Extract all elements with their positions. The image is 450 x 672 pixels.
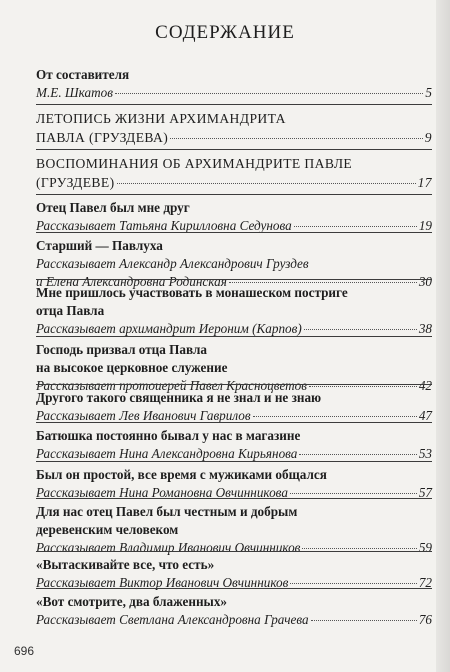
toc-entry-title-text: (ГРУЗДЕВЕ) xyxy=(36,175,115,190)
toc-entry xyxy=(36,66,432,102)
toc-page-number: 57 xyxy=(418,485,432,500)
toc-entry xyxy=(36,498,432,557)
toc-page-number: 5 xyxy=(425,85,432,100)
toc-page-number: 53 xyxy=(418,446,432,461)
toc-entry-title: Для нас отец Павел был честным и добрым xyxy=(36,504,298,519)
toc-entry-author-text: и Елена Александровна Родинская xyxy=(36,274,227,289)
toc-entry-author-text: Рассказывает Виктор Иванович Овчинников xyxy=(36,575,289,590)
toc-entry-author xyxy=(36,84,432,102)
dot-leader xyxy=(170,137,423,139)
toc-entry-title: «Вот смотрите, два блаженных» xyxy=(36,594,228,609)
toc-page-number: 72 xyxy=(418,575,432,590)
toc-entry-title-text: ПАВЛА (ГРУЗДЕВА) xyxy=(36,130,169,145)
dot-leader xyxy=(302,547,416,549)
page-edge xyxy=(436,0,450,672)
toc-entry-title: Батюшка постоянно бывал у нас в магазине xyxy=(36,428,301,443)
toc-entry-author-text: Рассказывает Лев Иванович Гаврилов xyxy=(36,408,251,423)
dot-leader xyxy=(253,415,417,417)
toc-entry-title: ЛЕТОПИСЬ ЖИЗНИ АРХИМАНДРИТА xyxy=(36,111,286,126)
toc-entry-title: Мне пришлось участвовать в монашеском постриге xyxy=(36,285,348,300)
toc-entry xyxy=(36,461,432,502)
toc-entry-title: Старший — Павлуха xyxy=(36,238,163,253)
toc-entry-title: Отец Павел был мне друг xyxy=(36,200,190,215)
toc-entry-author-text: Рассказывает Светлана Александровна Грачева xyxy=(36,612,309,627)
toc-entry-author-text: Рассказывает Татьяна Кирилловна Седунова xyxy=(36,218,292,233)
dot-leader xyxy=(304,328,417,330)
toc-page-number: 17 xyxy=(417,175,432,190)
toc-entry xyxy=(36,149,432,192)
dot-leader xyxy=(311,619,417,621)
toc-entry-title: От составителя xyxy=(36,67,130,82)
page-title: СОДЕРЖАНИЕ xyxy=(155,22,295,43)
toc-entry-title: Был он простой, все время с мужиками общался xyxy=(36,467,327,482)
toc-entry-title: «Вытаскивайте все, что есть» xyxy=(36,557,215,572)
toc-entry xyxy=(36,194,432,235)
toc-entry-author-text: Рассказывает протоиерей Павел Красноцветов xyxy=(36,378,307,393)
toc-page-number: 42 xyxy=(418,378,432,393)
dot-leader xyxy=(299,453,416,455)
toc-entry-title: ВОСПОМИНАНИЯ ОБ АРХИМАНДРИТЕ ПАВЛЕ xyxy=(36,156,353,171)
toc-entry-author-text: Рассказывает архимандрит Иероним (Карпов) xyxy=(36,321,302,336)
toc-entry-title: Другого такого священника я не знал и не знаю xyxy=(36,390,322,405)
dot-leader xyxy=(290,582,416,584)
toc-entry xyxy=(36,104,432,147)
toc-page-number: 9 xyxy=(424,130,432,145)
toc-entry-title: отца Павла xyxy=(36,303,105,318)
toc-entry-title: деревенским человеком xyxy=(36,522,179,537)
toc-entry xyxy=(36,384,432,425)
dot-leader xyxy=(294,225,417,227)
toc-page-number: 47 xyxy=(418,408,432,423)
toc-entry xyxy=(36,279,432,338)
toc-page-number: 59 xyxy=(418,540,432,555)
toc-page-number: 38 xyxy=(418,321,432,336)
dot-leader xyxy=(290,492,417,494)
dot-leader xyxy=(117,182,416,184)
page-number: 696 xyxy=(14,644,35,658)
toc-page-number: 19 xyxy=(418,218,432,233)
toc-entry xyxy=(36,551,432,592)
toc-entry-title: Господь призвал отца Павла xyxy=(36,342,207,357)
toc-entry-title xyxy=(36,173,432,192)
toc-page-number: 76 xyxy=(418,612,432,627)
toc-entry-title: на высокое церковное служение xyxy=(36,360,228,375)
toc-entry xyxy=(36,588,432,629)
toc-entry-author: Рассказывает Александр Александрович Груздев xyxy=(36,256,309,271)
dot-leader xyxy=(115,92,423,94)
toc-page-number: 30 xyxy=(418,274,432,289)
toc-entry-author-text: Рассказывает Нина Романовна Овчинникова xyxy=(36,485,288,500)
toc-entry-author xyxy=(36,611,432,629)
toc-entry-author-text: Рассказывает Нина Александровна Кирьянова xyxy=(36,446,298,461)
toc-entry-author-text: Рассказывает Владимир Иванович Овчинников xyxy=(36,540,301,555)
toc-entry-author-text: М.Е. Шкатов xyxy=(36,85,113,100)
toc-entry xyxy=(36,422,432,463)
toc-entry-title xyxy=(36,128,432,147)
